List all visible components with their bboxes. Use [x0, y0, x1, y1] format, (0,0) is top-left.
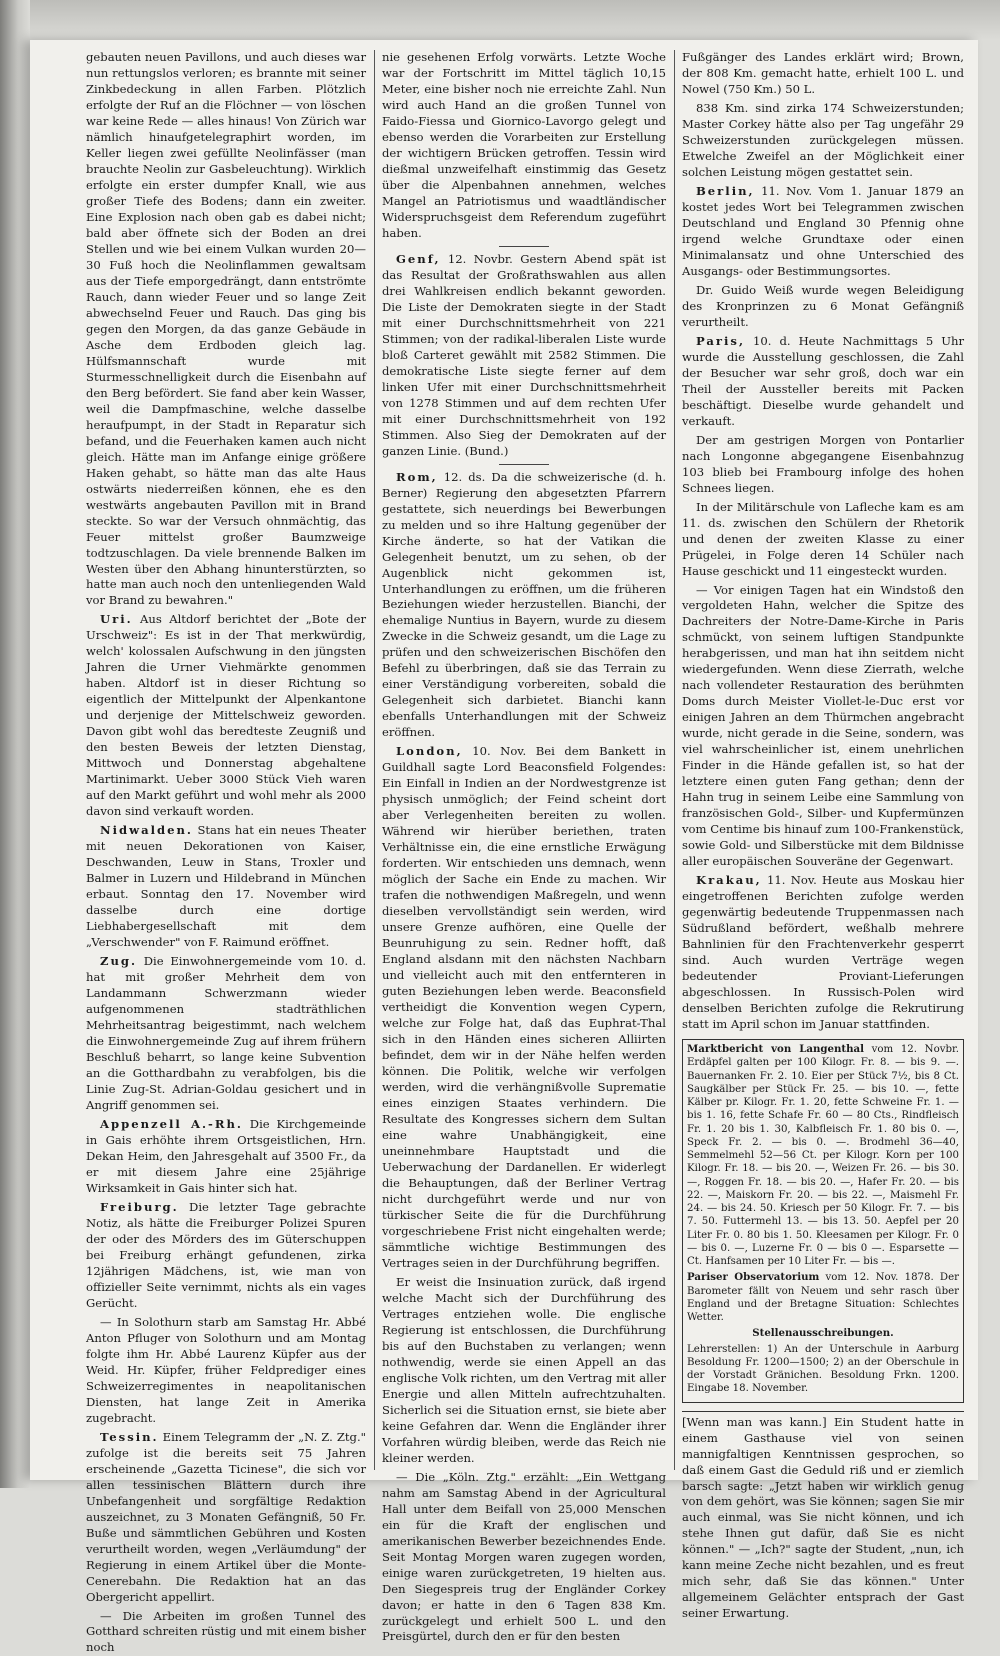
column-rule: [374, 50, 375, 1470]
article-berlin-text: 11. Nov. Vom 1. Januar 1879 an kostet jedes Wort bei Telegrammen zwischen Deutschland und England 30 Pfennig ohne irgend welche Grundtaxe oder einen Minimalansatz und ohne Unterschied des Ausgangs- oder Bestimmungsortes.: [682, 184, 964, 278]
column-3: [682, 50, 964, 1470]
observatory-title: Pariser Observatorium: [687, 1271, 819, 1283]
article-paris: [682, 334, 964, 430]
article-weiss: Dr. Guido Weiß wurde wegen Beleidigung des Kronprinzen zu 6 Monat Gefängniß verurtheilt.: [682, 283, 964, 331]
dateline-tessin: Tessin.: [100, 1430, 159, 1444]
article-paris-text: 10. d. Heute Nachmittags 5 Uhr wurde die Ausstellung geschlossen, die Zahl der Besucher war sehr groß, doch war ein Theil der Aussteller bereits mit Packen beschäftigt. Dieselbe wurde gehandelt und verkauft.: [682, 334, 964, 428]
dateline-uri: Uri.: [100, 612, 133, 626]
dateline-nidwalden: Nidwalden.: [100, 823, 193, 837]
job-postings-text: Lehrerstellen: 1) An der Unterschule in Aarburg Besoldung Fr. 1200—1500; 2) an der Oberschule in der Vorstadt Gränichen. Besoldung Frkn. 1200. Eingabe 18. November.: [687, 1343, 959, 1396]
observatory-text: vom 12. Nov. 1878. Der Barometer fällt von Neuem und sehr rasch über England und der Bretagne Situation: Schlechtes Wetter.: [687, 1272, 959, 1323]
article-nidwalden: [86, 823, 366, 951]
dateline-paris: Paris,: [696, 334, 745, 348]
separator: [499, 464, 549, 465]
observatory: [687, 1271, 959, 1324]
article-gotthard: — Die Arbeiten im großen Tunnel des Gotthard schreiten rüstig und mit einem bisher noch: [86, 1609, 366, 1656]
article-london-text: 10. Nov. Bei dem Bankett in Guildhall sagte Lord Beaconsfield Folgendes: Ein Einfall in Indien an der Nordwestgrenze ist physisch unmöglich; der Feind scheint dort aber Verlegenheiten bereiten zu wollen. Während wir hierüber beriethen, traten Verhältnisse ein, die eine ernstliche Erwägung forderten. Wir entschieden uns demnach, wenn möglich der Sache ein Ende zu machen. Wir trafen die nothwendigen Maßregeln, und wenn dieselben vervollständigt sein werden, wird unsere Grenze aufhören, eine Quelle der Beunruhigung zu sein. Redner hofft, daß England alsdann mit den nächsten Nachbarn und vielleicht auch mit den entfernteren in guten Beziehungen leben werde. Beaconsfield vertheidigt die Konvention wegen Cypern, welche zur Folge hat, daß das Euphrat-Thal sich in den Händen eines sicheren Alliirten befindet, dem wir in der Nähe helfen werden können. Die Politik, welche wir verfolgen werden, wird die verhängnißvolle Suprematie eines einzigen Staates verhindern. Die Resultate des Kongresses sichern dem Sultan eine wahre Unabhängigkeit, eine uneinnehmbare Hauptstadt und die Ueberwachung der Dardanellen. Er widerlegt die Behauptungen, daß der Berliner Vertrag nicht durchgeführt werde und nur von türkischer Seite die für die Durchführung vorgeschriebene Frist nicht eingehalten werde; sämmtliche wichtige Bestimmungen des Vertrages seien in der Durchführung begriffen.: [382, 744, 666, 1270]
article-rom: [382, 470, 666, 742]
column-2: [382, 50, 666, 1470]
article-zug: [86, 954, 366, 1114]
dateline-zug: Zug.: [100, 954, 137, 968]
market-report-title: Marktbericht von Langenthal: [687, 1043, 864, 1055]
dateline-london: London,: [396, 744, 463, 758]
anecdote: [682, 1411, 964, 1623]
article-lafleche: In der Militärschule von Lafleche kam es am 11. ds. zwischen den Schülern der Rhetorik und denen der zweiten Klasse zu einer Prügelei, in Folge deren 14 Schüler nach Hause geschickt und 11 eingesteckt wurden.: [682, 500, 964, 580]
article-london-2: Er weist die Insinuation zurück, daß irgend welche Macht sich der Durchführung des Vertrages entziehen wolle. Die englische Regierung ist entschlossen, die Durchführung bis auf den Buchstaben zu verlangen; wenn nothwendig, werde sie einen Appell an das englische Volk richten, um den Vertrag mit aller Energie und allen Mitteln aufrechtzuhalten. Sicherlich sei die Situation ernst, sie biete aber keine Gefahren dar. Wenn die Engländer ihrer Vorfahren würdig bleiben, werde das Reich nie kleiner werden.: [382, 1275, 666, 1467]
article-krakau-text: 11. Nov. Heute aus Moskau hier eingetroffenen Berichten zufolge werden gegenwärtig bedeutende Truppenmassen nach Südrußland befördert, weßhalb mehrere Bahnlinien für den Frachtenverkehr gesperrt sind. Auch wurden Verträge wegen bedeutender Proviant-Lieferungen abgeschlossen. In Russisch-Polen wird denselben Berichten zufolge die Rekrutirung statt im April schon im Januar stattfinden.: [682, 873, 964, 1031]
dateline-appenzell: Appenzell A.-Rh.: [100, 1117, 243, 1131]
dateline-berlin: Berlin,: [696, 184, 755, 198]
article-genf: [382, 252, 666, 460]
dateline-rom: Rom,: [396, 470, 438, 484]
article-rom-text: 12. ds. Da die schweizerische (d. h. Berner) Regierung den abgesetzten Pfarrern gestattete, sich neuerdings bei Bewerbungen zu melden und so ihre Haltung gegenüber der Kirche änderte, so hat der Vatikan die Gelegenheit benutzt, um zu sehen, ob der Augenblick nicht gekommen ist, Unterhandlungen zu eröffnen, um die früheren Beziehungen wieder herzustellen. Bianchi, der ehemalige Nuntius in Bayern, wurde zu diesem Zwecke in die Schweiz gesandt, um die Lage zu prüfen und den schweizerischen Bischöfen den Befehl zu überbringen, daß sie das Terrain zu einer Verständigung vorbereiten, sobald die Gelegenheit sich darbietet. Bianchi kann ebenfalls Unterhandlungen mit der Schweiz eröffnen.: [382, 470, 666, 740]
article-freiburg: [86, 1200, 366, 1312]
job-postings-title: Stellenausschreibungen.: [687, 1327, 959, 1340]
article-solothurn: — In Solothurn starb am Samstag Hr. Abbé Anton Pfluger von Solothurn und am Montag folgte ihm Hr. Abbé Laurenz Küpfer aus der Weid. Hr. Küpfer, früher Feldprediger eines Schweizerregimentes in neapolitanischen Diensten, hat lange Zeit in Amerika zugebracht.: [86, 1315, 366, 1427]
article-tessin: [86, 1430, 366, 1606]
market-report: [687, 1043, 959, 1268]
article-berlin: [682, 184, 964, 280]
article-notre-dame: — Vor einigen Tagen hat ein Windstoß den vergoldeten Hahn, welcher die Spitze des Dachreiters der Notre-Dame-Kirche in Paris schmückt, von seinem luftigen Standpunkte herabgerissen, und man hat ihn seitdem nicht wiedergefunden. Wenn diese Zierrath, welche nach vollendeter Restauration des berühmten Doms durch Meister Viollet-le-Duc erst vor einigen Jahren an dem Thürmchen angebracht wurde, nicht gerade in die Seine, sondern, was viel wahrscheinlicher ist, einem unehrlichen Finder in die Hände gefallen ist, so hat der letztere einen guten Fang gethan; denn der Hahn trug in seinem Leibe eine Sammlung von französischen Gold-, Silber- und Kupfermünzen vom Centime bis hinauf zum 100-Frankenstück, sowie Gold- und Silberstücke mit dem Bildnisse aller europäischen Souveräne der Gegenwart.: [682, 583, 964, 871]
book-binding-edge: [0, 0, 30, 1488]
article-tessin-text: Einem Telegramm der „N. Z. Ztg." zufolge ist die bereits seit 75 Jahren erscheinende „Gazetta Ticinese", die sich vor allen tessinischen Blättern durch ihre Unbefangenheit und sorgfältige Redaktion auszeichnet, zu 3 Monaten Gefängniß, 50 Fr. Buße und sämmtlichen Gebühren und Kosten verurtheilt worden, wegen „Verläumdung" der Regierung in einem Artikel über die Monte-Cenerebahn. Die Redaktion hat an das Obergericht appellirt.: [86, 1430, 366, 1604]
article-freiburg-text: Die letzter Tage gebrachte Notiz, als hätte die Freiburger Polizei Spuren der oder des Mörders des im Güterschuppen bei Freiburg erhängt gefundenen, zirka 12jährigen Mädchens, ist, wie man von offizieller Seite vernimmt, nichts als ein vages Gerücht.: [86, 1200, 366, 1310]
anecdote-text: Ein Student hatte in einem Gasthause viel von seinen mannigfaltigen Kenntnissen gesprochen, so daß einem Gast die Geduld riß und er ziemlich barsch sagte: „Jetzt haben wir wirklich genug von dem gehört, was Sie können; sagen Sie mir auch einmal, was Sie nicht können, und ich stehe Ihnen gut dafür, daß Sie es nicht können." — „Ich?" sagte der Student, „nun, ich kann meine Zeche nicht bezahlen, und es freut mich sehr, daß Sie das können." Unter allgemeinem Gelächter entsprach der Gast seiner Erwartung.: [682, 1415, 964, 1621]
article-zug-text: Die Einwohnergemeinde vom 10. d. hat mit großer Mehrheit dem von Landammann Schwerzmann wieder aufgenommenen stadträthlichen Mehrheitsantrag beigestimmt, nach welchem die Einwohnergemeinde Zug auf ihrem frühern Beschluß beharrt, so lange keine Subvention an die Gotthardbahn zu verabfolgen, bis die Linie Zug-St. Adrian-Goldau gesichert und in Angriff genommen sei.: [86, 954, 366, 1112]
article-fire-continuation: gebauten neuen Pavillons, und auch dieses war nun rettungslos verloren; es brannte mit seiner Zinkbedeckung in allen Farben. Plötzlich erfolgte der Ruf an die Flöchner — von löschen war keine Rede — alles hinaus! Von Zürich war nämlich hinaufgetelegraphirt worden, im Keller liegen zwei gefüllte Neolinfässer (man brauchte Neolin zur Gasbeleuchtung). Wirklich erfolgte ein erster dumpfer Knall, wie aus großer Tiefe des Bodens; dann ein zweiter. Eine Explosion nach oben gab es dabei nicht; bald aber öffnete sich der Boden an drei Stellen und wie bei einem Vulkan wurden 20—30 Fuß hoch die Neolinflammen gewaltsam aus der Tiefe emporgedrängt, dann entströmte Rauch, dann wieder Feuer und so lange Zeit abwechselnd Feuer und Rauch. Das ging bis gegen den Morgen, da das ganze Gebäude in Asche dem Erdboden gleich lag. Hülfsmannschaft wurde mit Sturmesschnelligkeit durch die Eisenbahn auf den Berg befördert. Sie fand aber kein Wasser, weil die Dampfmaschine, welche dasselbe heraufpumpt, in der Stadt in Reparatur sich befand, und die Feuerhaken kamen auch nicht gleich. Hätte man im Anfange einige größere Haken gehabt, so hätte man das alte Haus ostwärts niederreißen können, ehe es den westwärts angebauten Pavillon mit in Brand steckte. So war der Versuch ohnmächtig, das Feuer mittelst großer Baumzweige todtzuschlagen. Da viele brennende Balken im Westen über den Abhang hinunterstürzten, so hatte man auch noch den untenliegenden Wald vor Brand zu bewahren.": [86, 50, 366, 609]
article-nidwalden-text: Stans hat ein neues Theater mit neuen Dekorationen von Kaiser, Deschwanden, Leuw in Stans, Troxler und Balmer in Luzern und Hildebrand in München erbaut. Sonntag den 17. November wird dasselbe durch eine dortige Liebhabergesellschaft mit dem „Verschwender" von F. Raimund eröffnet.: [86, 823, 366, 949]
article-london: [382, 744, 666, 1271]
article-appenzell-text: Die Kirchgemeinde in Gais erhöhte ihrem Ortsgeistlichen, Hrn. Dekan Heim, den Jahresgehalt auf 3500 Fr., da er mit diesem Jahre eine 25jährige Wirksamkeit in Gais hinter sich hat.: [86, 1117, 366, 1195]
article-gotthard-continuation: nie gesehenen Erfolg vorwärts. Letzte Woche war der Fortschritt im Mittel täglich 10,15 Meter, eine bisher noch nie erreichte Zahl. Nun wird auch Hand an die großen Tunnel von Faido-Fiessa und Giornico-Lavorgo gelegt und ebenso werden die Vorarbeiten zur Erstellung der wichtigern Brücken getroffen. Tessin wird dießmal unzweifelhaft einstimmig das Gesetz über die Alpenbahnen annehmen, welches Mangel an Patriotismus und waadtländischer Widerspruchsgeist dem Referendum zugeführt haben.: [382, 50, 666, 242]
newspaper-page: [30, 40, 978, 1480]
market-report-text: vom 12. Novbr. Erdäpfel galten per 100 Kilogr. Fr. 8. — bis 9. —. Bauernanken Fr. 2. 10. Eier per Stück 7½, bis 8 Ct. Saugkälber per Stück Fr. 25. — bis 10. —, fette Kälber pr. Kilogr. Fr. 1. 20, fette Schweine Fr. 1. — bis 1. 16, fette Schafe Fr. 60 — 80 Cts., Rindfleisch Fr. 1. 20 bis 1. 30, Kalbfleisch Fr. 1. 80 bis 0. —, Speck Fr. 2. — bis 0. —. Brodmehl 36—40, Semmelmehl 52—56 Ct. per Kilogr. Korn per 100 Kilogr. Fr. 18. — bis 20. —, Weizen Fr. 26. — bis 30. —, Roggen Fr. 18. — bis 20. —, Hafer Fr. 20. — bis 22. —, Maiskorn Fr. 20. — bis 22. —, Maismehl Fr. 24. — bis 24. 50. Kriesch per 50 Kilogr. Fr. 7. — bis 7. 50. Futtermehl 13. — bis 13. 50. Aepfel per 20 Liter Fr. 0. 80 bis 1. 50. Kleesamen per Kilogr. Fr. 0 — bis 0. —, Luzerne Fr. 0 — bis 0 —. Esparsette — Ct. Hanfsamen per 10 Liter Fr. — bis —.: [687, 1044, 959, 1267]
article-race-comment: 838 Km. sind zirka 174 Schweizerstunden; Master Corkey hätte also per Tag ungefähr 29 Schweizerstunden zurückgelegen müssen. Etwelche Zweifel an der Möglichkeit einer solchen Leistung mögen gestattet sein.: [682, 101, 964, 181]
article-genf-text: 12. Novbr. Gestern Abend spät ist das Resultat der Großrathswahlen aus allen drei Wahlkreisen endlich bekannt geworden. Die Liste der Demokraten siegte in der Stadt mit einer Durchschnittsmehrheit von 221 Stimmen; von der radikal-liberalen Liste wurde bloß Carteret gewählt mit 2582 Stimmen. Die demokratische Liste siegte ferner auf dem linken Ufer mit einer Durchschnittsmehrheit von 1278 Stimmen und auf dem rechten Ufer mit einer Durchschnittsmehrheit von 192 Stimmen. Also Sieg der Demokraten auf der ganzen Linie. (Bund.): [382, 252, 666, 458]
dateline-freiburg: Freiburg.: [100, 1200, 179, 1214]
anecdote-title: [Wenn man was kann.]: [682, 1415, 827, 1429]
article-uri-text: Aus Altdorf berichtet der „Bote der Urschweiz": Es ist in der That merkwürdig, welch' kolossalen Aufschwung in den jüngsten Jahren die Urner Viehmärkte genommen haben. Altdorf ist in dieser Richtung so eigentlich der Mittelpunkt der Alpenkantone und derjenige der Mittelschweiz geworden. Davon gibt wohl das beredteste Zeugniß und den besten Beweis der letzten Dienstag, Mittwoch und Donnerstag abgehaltene Martinimarkt. Ueber 3000 Stück Vieh waren auf den Markt geführt und wohl mehr als 2000 davon sind verkauft worden.: [86, 612, 366, 818]
column-rule: [674, 50, 675, 1470]
article-race-continuation: Fußgänger des Landes erklärt wird; Brown, der 808 Km. gemacht hatte, erhielt 100 L. und Nowel (750 Km.) 50 L.: [682, 50, 964, 98]
dateline-genf: Genf,: [396, 252, 440, 266]
article-appenzell: [86, 1117, 366, 1197]
article-uri: [86, 612, 366, 820]
page-top-shadow: [0, 0, 1000, 40]
market-report-box: [682, 1039, 964, 1403]
dateline-krakau: Krakau,: [696, 873, 762, 887]
column-1: [86, 50, 366, 1470]
article-pontarlier: Der am gestrigen Morgen von Pontarlier nach Longonne abgegangene Eisenbahnzug 103 blieb bei Frambourg infolge des hohen Schnees liegen.: [682, 433, 964, 497]
article-krakau: [682, 873, 964, 1033]
article-koeln: — Die „Köln. Ztg." erzählt: „Ein Wettgang nahm am Samstag Abend in der Agricultural Hall unter dem Beifall von 25,000 Menschen ein für die Kraft der englischen und amerikanischen Bewerber bezeichnendes Ende. Seit Montag Morgen waren zugegen worden, einige waren zurückgetreten, 19 hielten aus. Den Siegespreis trug der Engländer Corkey davon; er hatte in den 6 Tagen 838 Km. zurückgelegt und erhielt 500 L. und den Preisgürtel, durch den er für den besten: [382, 1470, 666, 1646]
separator: [499, 246, 549, 247]
